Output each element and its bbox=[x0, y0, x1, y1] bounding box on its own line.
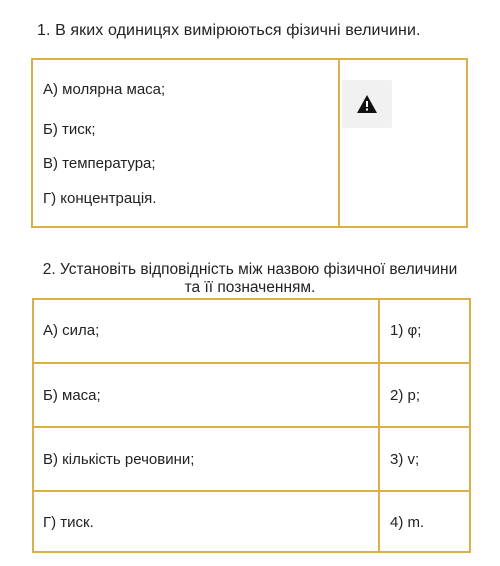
row-a-right: 1) φ; bbox=[390, 322, 422, 339]
question-1-title: 1. В яких одиницях вимірюються фізичні величини. bbox=[37, 22, 421, 39]
question-2-title-line-1: 2. Установіть відповідність між назвою фізичної величини bbox=[42, 261, 458, 278]
row-divider bbox=[34, 362, 469, 364]
option-d: Г) концентрація. bbox=[43, 190, 157, 207]
column-divider bbox=[338, 60, 340, 226]
row-b-left: Б) маса; bbox=[43, 387, 101, 404]
option-c: В) температура; bbox=[43, 155, 156, 172]
row-d-left: Г) тиск. bbox=[43, 514, 94, 531]
warning-icon bbox=[356, 94, 378, 114]
row-b-right: 2) p; bbox=[390, 387, 421, 404]
row-divider bbox=[34, 490, 469, 492]
row-d-right: 4) m. bbox=[390, 514, 425, 531]
question-2-title-line-2: та її позначенням. bbox=[184, 279, 316, 296]
question-2-table bbox=[32, 298, 471, 553]
row-divider bbox=[34, 426, 469, 428]
broken-image-placeholder bbox=[342, 80, 392, 128]
option-b: Б) тиск; bbox=[43, 121, 96, 138]
row-c-left: В) кількість речовини; bbox=[43, 451, 195, 468]
row-a-left: А) сила; bbox=[43, 322, 100, 339]
row-c-right: 3) v; bbox=[390, 451, 420, 468]
option-a: А) молярна маса; bbox=[43, 81, 166, 98]
question-1-table bbox=[31, 58, 468, 228]
question-2-title bbox=[0, 261, 500, 297]
